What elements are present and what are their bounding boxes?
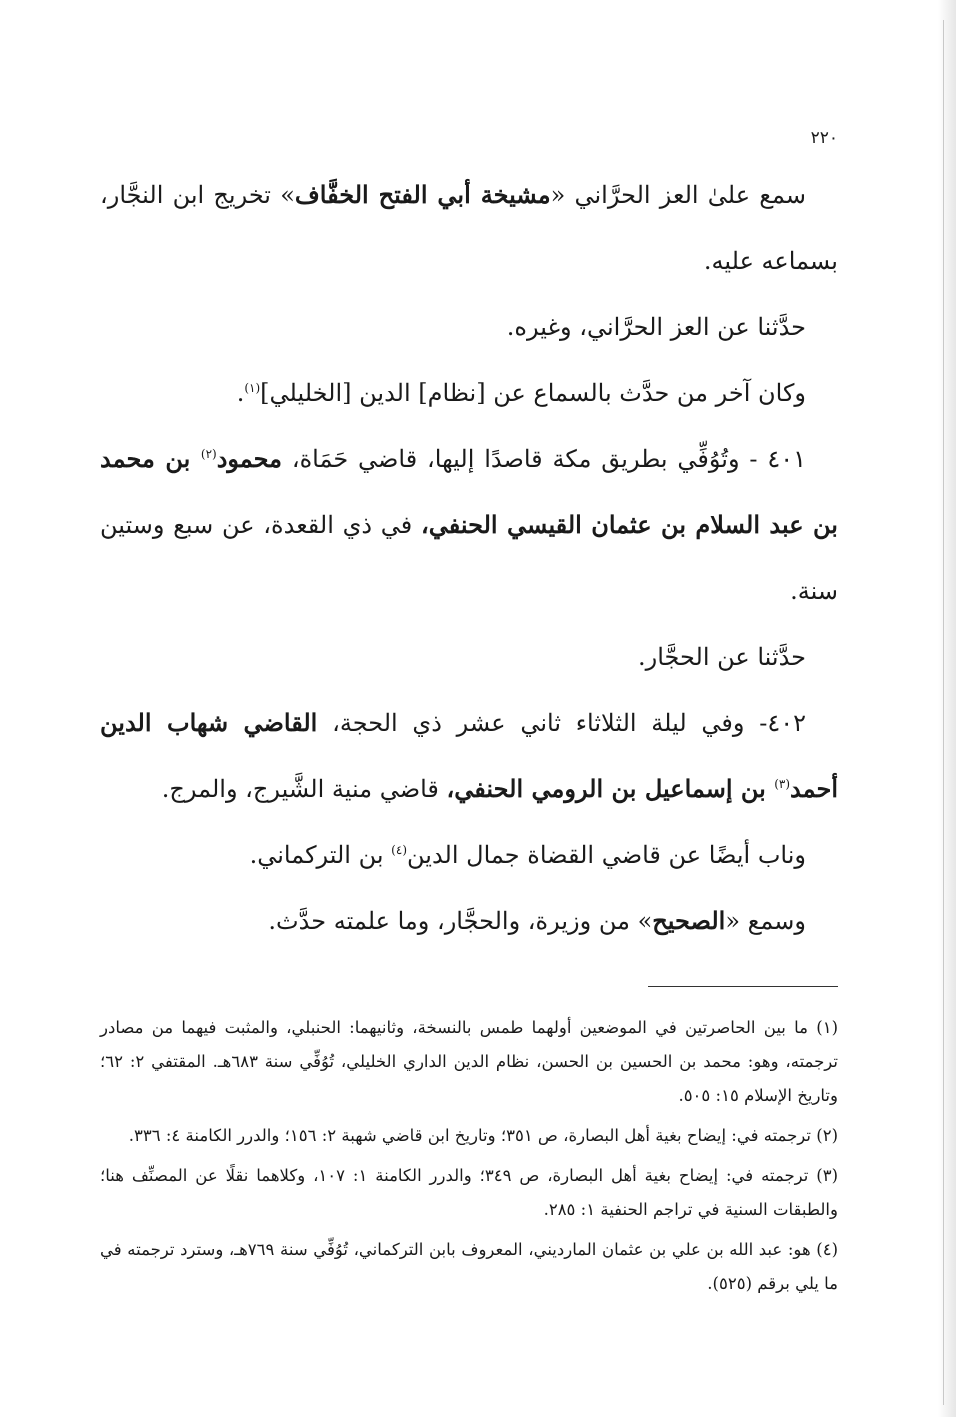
- footnote-ref: (٢): [200, 447, 217, 461]
- bold-name: مشيخة أبي الفتح الخفَّاف: [294, 180, 551, 209]
- footnote-ref: (٣): [774, 777, 791, 791]
- text-run: سمع علىٰ العز الحرَّاني «: [550, 181, 807, 209]
- footnote: (٣) ترجمته في: إيضاح بغية أهل البصارة، ص ٣٤٩؛ والدرر الكامنة ١: ١٠٧، وكلاهما نقلًا عن المصنِّف هنا؛ والطبقات السنية في تراجم الحنفية ١: ٢٨٥.: [100, 1166, 838, 1219]
- footnote: (٢) ترجمته في: إيضاح بغية أهل البصارة، ص ٣٥١؛ وتاريخ ابن قاضي شهبة ٢: ١٥٦؛ والدرر الكامنة ٤: ٣٣٦.: [128, 1126, 838, 1145]
- text-run: وناب أيضًا عن قاضي القضاة جمال الدين: [407, 841, 806, 869]
- text-run: وسمع «: [725, 907, 806, 935]
- main-text: [100, 162, 838, 954]
- paragraph: [100, 690, 838, 822]
- text-run: » تخريج ابن النجَّار، بسماعه عليه.: [100, 181, 838, 275]
- text-run: ٤٠٢- وفي ليلة الثلاثاء ثاني عشر ذي الحجة،: [317, 709, 806, 737]
- footnote: (١) ما بين الحاصرتين في الموضعين أولهما طمس بالنسخة، وثانيهما: الحنبلي، والمثبت فيهما من مصادر ترجمته، وهو: محمد بن الحسين بن الحسن، نظام الدين الداري الخليلي، تُوُفِّي سنة ٦٨٣هـ. المقتفي ٢: ٦٢؛ وتاريخ الإسلام ١٥: ٥٠٥.: [100, 1018, 838, 1105]
- bold-name: الصحيح: [652, 906, 726, 935]
- text-run: حدَّثنا عن العز الحرَّاني، وغيره.: [506, 313, 806, 341]
- book-page: [100, 128, 838, 1307]
- paragraph: [100, 822, 838, 888]
- bold-name: محمود: [216, 444, 283, 473]
- text-run: في ذي القعدة، عن سبع وستين سنة.: [100, 511, 838, 605]
- footnote-ref: (٤): [391, 843, 407, 857]
- page-number: ٢٢٠: [810, 128, 838, 148]
- text-run: بن التركماني.: [249, 841, 392, 869]
- footnotes: [100, 1011, 838, 1301]
- text-run: حدَّثنا عن الحجَّار.: [637, 643, 806, 671]
- paragraph: [100, 294, 838, 360]
- page-edge-line: [943, 20, 944, 1405]
- paragraph: [100, 162, 838, 294]
- page-edge-shadow: [938, 0, 956, 1417]
- text-run: .: [236, 379, 245, 407]
- paragraph: [100, 624, 838, 690]
- bold-name: بن إسماعيل بن الرومي الحنفي،: [446, 774, 775, 803]
- bold-name: بن محمد بن عبد السلام بن عثمان القيسي الحنفي،: [100, 444, 838, 539]
- text-run: » من وزيرة، والحجَّار، وما علمته حدَّث.: [268, 907, 653, 935]
- bold-name: القاضي شهاب الدين أحمد: [100, 708, 838, 803]
- text-run: ٤٠١ - وتُوُفِّي بطريق مكة قاصدًا إليها، قاضي حَمَاة،: [282, 445, 806, 473]
- footnote: (٤) هو: عبد الله بن علي بن عثمان المارديني، المعروف بابن التركماني، تُوُفِّي سنة ٧٦٩هـ، وسترد ترجمته في ما يلي برقم (٥٢٥).: [100, 1240, 838, 1293]
- paragraph: [100, 426, 838, 624]
- text-run: وكان آخر من حدَّث بالسماع عن [نظام] الدين [الخليلي]: [260, 379, 806, 407]
- footnote-ref: (١): [244, 381, 261, 395]
- footnote-separator: [648, 986, 838, 987]
- text-run: قاضي منية الشَّيرج، والمرج.: [161, 775, 447, 803]
- paragraph: [100, 888, 838, 954]
- paragraph: [100, 360, 838, 426]
